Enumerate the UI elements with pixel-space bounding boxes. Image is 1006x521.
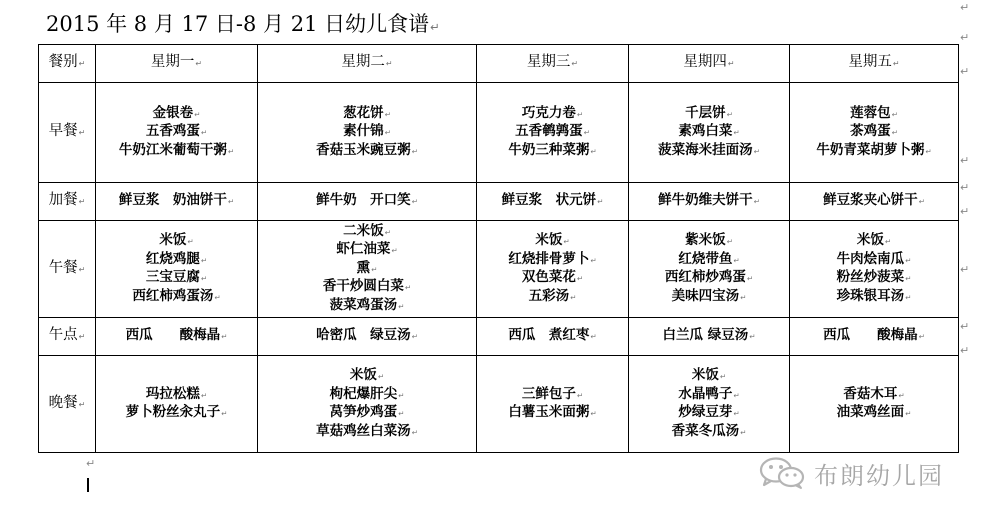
dish-item: 香菇木耳↵ <box>843 385 905 402</box>
dish-item: 牛肉烩南瓜↵ <box>836 250 912 267</box>
dish-item: 萝卜粉丝汆丸子↵ <box>125 404 228 420</box>
dish-item: 紫米饭↵ <box>685 232 733 248</box>
dish-item: 米饭↵ <box>159 232 194 248</box>
menu-cell <box>477 183 629 221</box>
menu-cell <box>629 221 790 318</box>
dish-item: 鲜豆浆 状元饼↵ <box>501 192 604 209</box>
dish-item: 西瓜 酸梅晶↵ <box>823 327 925 344</box>
dish-item: 牛奶青菜胡萝卜粥↵ <box>816 141 932 158</box>
dish-item: 巧克力卷↵ <box>521 104 584 121</box>
dish-item: 西瓜 酸梅晶↵ <box>125 327 228 344</box>
dish-item: 西红柿炒鸡蛋↵ <box>664 269 754 285</box>
day-header: 星期四↵ <box>629 45 790 83</box>
meal-row <box>39 318 959 356</box>
dish-item: 白薯玉米面粥↵ <box>508 404 597 420</box>
meal-label: 午点↵ <box>39 318 96 356</box>
menu-cell <box>629 183 790 221</box>
meal-row <box>39 221 959 318</box>
dish-item: 葱花饼↵ <box>343 104 391 121</box>
dish-item: 玛拉松糕↵ <box>145 385 208 402</box>
paragraph-mark: ↵ <box>430 20 440 34</box>
dish-item: 炒绿豆芽↵ <box>678 404 740 420</box>
dish-item: 米饭↵ <box>535 232 570 248</box>
watermark <box>758 455 944 491</box>
text-cursor <box>87 478 89 492</box>
paragraph-mark: ↵ <box>960 154 970 167</box>
paragraph-mark: ↵ <box>960 65 970 78</box>
header-row <box>39 45 959 83</box>
meal-row <box>39 183 959 221</box>
day-header: 星期三↵ <box>477 45 629 83</box>
meal-label: 午餐↵ <box>39 221 96 318</box>
dish-item: 五香鹌鹑蛋↵ <box>515 123 590 140</box>
wechat-logo-icon <box>758 456 806 490</box>
dish-item: 红烧排骨萝卜↵ <box>508 250 597 267</box>
dish-item: 莴笋炒鸡蛋↵ <box>329 404 405 420</box>
dish-item: 西瓜 煮红枣↵ <box>508 327 597 344</box>
dish-item: 哈密瓜 绿豆汤↵ <box>316 327 418 344</box>
menu-cell <box>477 356 629 453</box>
menu-cell <box>629 356 790 453</box>
watermark-text: 布朗幼儿园 <box>814 461 944 490</box>
dish-item: 白兰瓜 绿豆汤↵ <box>662 327 756 344</box>
day-header: 星期五↵ <box>790 45 959 83</box>
meal-label: 晚餐↵ <box>39 356 96 453</box>
paragraph-mark: ↵ <box>960 263 970 276</box>
dish-item: 菠菜海米挂面汤↵ <box>658 141 760 158</box>
menu-cell <box>477 221 629 318</box>
menu-cell <box>629 83 790 183</box>
dish-item: 红烧带鱼↵ <box>678 250 740 267</box>
dish-item: 西红柿鸡蛋汤↵ <box>132 287 221 304</box>
menu-cell <box>790 183 959 221</box>
paragraph-mark: ↵ <box>960 344 970 357</box>
paragraph-mark: ↵ <box>960 205 970 218</box>
dish-item: 鲜牛奶维夫饼干↵ <box>658 192 760 209</box>
dish-item: 米饭↵ <box>691 367 727 383</box>
dish-item: 熏↵ <box>356 259 378 276</box>
dish-item: 素什锦↵ <box>343 123 391 140</box>
dish-item: 五彩汤↵ <box>528 287 577 304</box>
menu-cell <box>629 318 790 356</box>
dish-item: 鲜豆浆 奶油饼干↵ <box>118 192 235 209</box>
dish-item: 珍珠银耳汤↵ <box>836 287 912 304</box>
menu-cell <box>96 183 258 221</box>
dish-item: 菠菜鸡蛋汤↵ <box>329 296 405 313</box>
dish-item: 三宝豆腐↵ <box>145 269 208 285</box>
menu-cell <box>477 318 629 356</box>
menu-cell <box>258 83 477 183</box>
dish-item: 双色菜花↵ <box>521 269 584 285</box>
dish-item: 油菜鸡丝面↵ <box>836 404 912 420</box>
meal-label: 早餐↵ <box>39 83 96 183</box>
paragraph-mark: ↵ <box>960 320 970 333</box>
meal-row <box>39 83 959 183</box>
menu-cell <box>96 356 258 453</box>
menu-cell <box>790 221 959 318</box>
dish-item: 五香鸡蛋↵ <box>145 123 208 140</box>
dish-item: 莲蓉包↵ <box>850 104 898 121</box>
document-title <box>46 8 440 38</box>
dish-item: 二米饭↵ <box>343 222 391 239</box>
menu-cell <box>258 183 477 221</box>
menu-cell <box>790 318 959 356</box>
dish-item: 草菇鸡丝白菜汤↵ <box>316 422 418 439</box>
dish-item: 金银卷↵ <box>152 104 201 121</box>
meal-label: 加餐↵ <box>39 183 96 221</box>
dish-item: 米饭↵ <box>856 232 892 248</box>
menu-cell <box>790 356 959 453</box>
dish-item: 粉丝炒菠菜↵ <box>836 269 912 285</box>
paragraph-mark: ↵ <box>960 31 970 44</box>
menu-table <box>38 44 959 453</box>
dish-item: 香干炒圆白菜↵ <box>322 278 412 295</box>
menu-cell <box>96 83 258 183</box>
dish-item: 水晶鸭子↵ <box>678 385 740 402</box>
menu-cell <box>96 318 258 356</box>
dish-item: 鲜牛奶 开口笑↵ <box>316 192 418 209</box>
meal-row <box>39 356 959 453</box>
menu-cell <box>477 83 629 183</box>
dish-item: 香菜冬瓜汤↵ <box>671 422 747 439</box>
dish-item: 鲜豆浆夹心饼干↵ <box>823 192 925 209</box>
menu-cell <box>790 83 959 183</box>
dish-item: 虾仁油菜↵ <box>336 241 398 258</box>
dish-item: 美味四宝汤↵ <box>671 287 747 304</box>
day-header: 星期二↵ <box>258 45 477 83</box>
paragraph-mark: ↵ <box>960 181 970 194</box>
paragraph-mark: ↵ <box>960 1 970 14</box>
meal-label-header: 餐别↵ <box>39 45 96 83</box>
paragraph-mark: ↵ <box>86 457 96 470</box>
dish-item: 红烧鸡腿↵ <box>145 250 208 267</box>
dish-item: 千层饼↵ <box>685 104 733 121</box>
menu-cell <box>258 318 477 356</box>
menu-cell <box>258 221 477 318</box>
dish-item: 素鸡白菜↵ <box>678 123 740 140</box>
document-title-text: 2015 年 8 月 17 日-8 月 21 日幼儿食谱 <box>46 12 430 36</box>
dish-item: 香菇玉米豌豆粥↵ <box>316 141 418 158</box>
menu-cell <box>258 356 477 453</box>
day-header: 星期一↵ <box>96 45 258 83</box>
dish-item: 牛奶三种菜粥↵ <box>508 141 597 158</box>
dish-item: 茶鸡蛋↵ <box>850 123 898 140</box>
dish-item: 牛奶江米葡萄干粥↵ <box>118 141 235 158</box>
menu-cell <box>96 221 258 318</box>
dish-item: 三鲜包子↵ <box>521 385 584 402</box>
dish-item: 米饭↵ <box>349 367 385 383</box>
dish-item: 枸杞爆肝尖↵ <box>329 385 405 402</box>
